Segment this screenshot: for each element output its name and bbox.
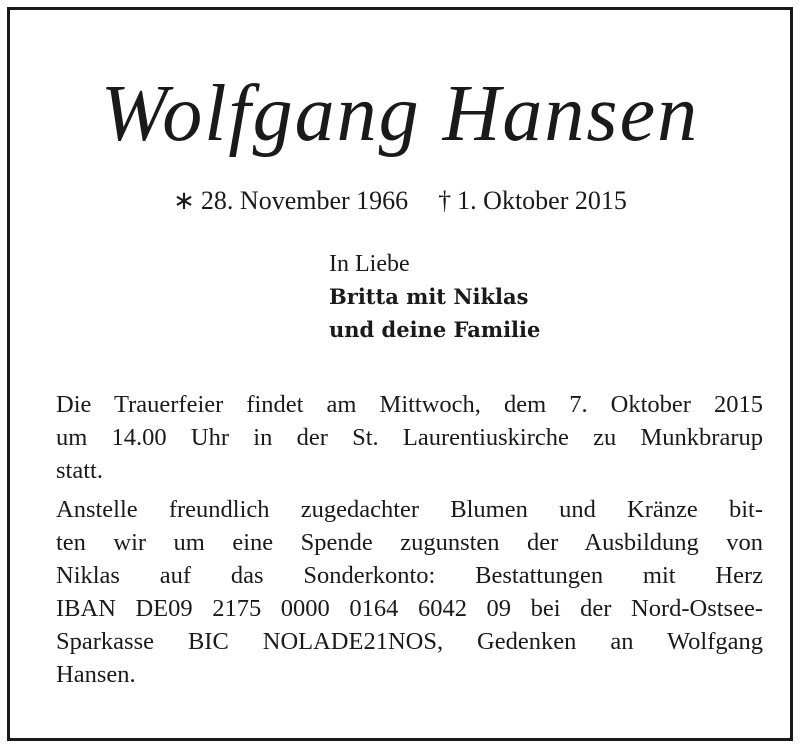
- paragraph-line: IBAN DE09 2175 0000 0164 6042 09 bei der Nord-Ostsee-: [56, 595, 763, 622]
- death-symbol: †: [438, 186, 452, 215]
- paragraph-line: Anstelle freundlich zugedachter Blumen und Kränze bit-: [56, 496, 763, 523]
- signer-line: und deine Familie: [329, 317, 541, 342]
- paragraph-line: statt.: [56, 457, 103, 484]
- in-love-label: In Liebe: [329, 251, 410, 277]
- obituary-frame: [7, 7, 793, 741]
- donation-paragraph: [56, 493, 763, 691]
- paragraph-line: Sparkasse BIC NOLADE21NOS, Gedenken an Wolfgang: [56, 628, 763, 655]
- paragraph-line: Niklas auf das Sonderkonto: Bestattungen mit Herz: [56, 562, 763, 589]
- paragraph-line: um 14.00 Uhr in der St. Laurentiuskirche zu Munkbrarup: [56, 424, 763, 451]
- birth-symbol: ∗: [173, 186, 195, 215]
- life-dates: [10, 184, 790, 218]
- birth-date: 28. November 1966: [200, 186, 409, 215]
- signer-line: Britta mit Niklas: [329, 284, 529, 309]
- paragraph-line: ten wir um eine Spende zugunsten der Ausbildung von: [56, 529, 763, 556]
- death-date: 1. Oktober 2015: [457, 186, 627, 215]
- paragraph-line: Die Trauerfeier findet am Mittwoch, dem 7. Oktober 2015: [56, 391, 763, 418]
- mourners-block: [329, 248, 540, 346]
- deceased-name: Wolfgang Hansen: [100, 70, 700, 158]
- funeral-service-paragraph: [56, 388, 763, 487]
- paragraph-line: Hansen.: [56, 661, 136, 688]
